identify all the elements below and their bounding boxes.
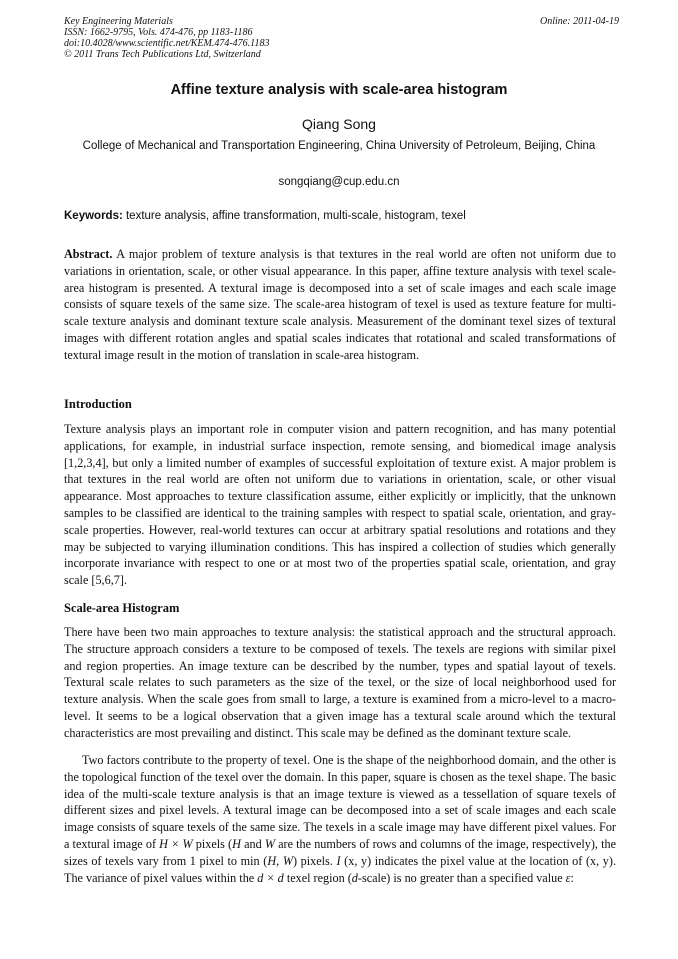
scale-area-heading: Scale-area Histogram — [64, 601, 180, 615]
math-h: H — [232, 836, 241, 851]
text-run: pixels ( — [192, 836, 233, 851]
text-run: Two factors contribute to the property of texel. One is the shape of the neighborhood domain, and the other is the topological function of the texel over the domain. In this paper, square is chosen as the texel shape. The basic idea of the multi-scale texture analysis is that an image texture is viewed as a tessellation of square texels of different sizes and pixel levels. A textural image can be decomposed into a set of scale images and each scale image consists of square texels of the same size. The texels in a scale image may have different pixel values. For a textural image of — [64, 753, 616, 851]
math-dd: d × d — [257, 870, 284, 885]
scale-area-paragraph-1: There have been two main approaches to texture analysis: the statistical approach and the structural approach. The structure approach considers a texture to be composed of texels. The texels are regions with similar pixel and region properties. An image texture can be described by the number, types and spatial layout of texels. Textural scale relates to such parameters as the size of the texel, or the size of local neighborhood used for texture analysis. When the scale goes from small to large, a texture is examined from a micro-level to a macro-level. It seems to be a logical observation that a given image has a textural scale around which the textural characteristics are most prevailing and distinct. This scale may be defined as the dominant texture scale. — [64, 625, 616, 740]
text-run: are the numbers of rows and columns of the image, respectively), the sizes of texels vary from 1 pixel to min ( — [64, 836, 616, 868]
scale-area-paragraph-2 — [64, 752, 616, 886]
math-w: W — [264, 836, 275, 851]
introduction-paragraph: Texture analysis plays an important role in computer vision and pattern recognition, and has many potential applications, for example, in industrial surface inspection, remote sensing, and biomedical image analysis [1,2,3,4], but only a limited number of examples of successful exploitation of texture exist. A major problem is that textures in the real world are often not uniform due to variations in orientation, scale, or other visual appearance. Most approaches to texture classification assume, either explicitly or implicitly, that the unknown samples to be classified are identical to the training samples with respect to spatial scale, orientation, and gray-scale properties. However, real-world textures can occur at arbitrary spatial resolutions and rotations and they may be subjected to varying illumination conditions. This has inspired a collection of studies which generally incorporate invariance with respect to one or at most two of the properties spatial scale, orientation, and gray scale [5,6,7]. — [64, 422, 616, 588]
math-hw: H × W — [159, 836, 193, 851]
online-date: Online: 2011-04-19 — [540, 16, 619, 27]
introduction-heading: Introduction — [64, 397, 132, 411]
math-i: I — [336, 853, 341, 868]
abstract-label: Abstract. — [64, 247, 113, 261]
journal-name: Key Engineering Materials — [64, 16, 173, 27]
text-run: : — [570, 870, 574, 885]
copyright-line: © 2011 Trans Tech Publications Ltd, Switzerland — [64, 49, 261, 60]
keywords-text: texture analysis, affine transformation, multi-scale, histogram, texel — [122, 210, 466, 222]
author-email: songqiang@cup.edu.cn — [278, 176, 400, 188]
text-run: -scale) is no greater than a specified value — [357, 870, 566, 885]
text-run: and — [240, 836, 265, 851]
text-run: (x, y) indicates the pixel value at the location of (x, y). The variance of pixel values within the — [64, 853, 616, 885]
author-name: Qiang Song — [302, 116, 376, 132]
text-run: ) pixels. — [292, 853, 337, 868]
doi-line: doi:10.4028/www.scientific.net/KEM.474-476.1183 — [64, 38, 270, 49]
keywords — [64, 210, 619, 222]
journal-header — [64, 16, 619, 60]
math-hw2: H, W — [267, 853, 293, 868]
paper-title: Affine texture analysis with scale-area histogram — [170, 82, 508, 98]
text-run: texel region ( — [283, 870, 352, 885]
abstract-text: A major problem of texture analysis is that textures in the real world are often not uniform due to variations in orientation, scale, or other visual appearance. In this paper, affine texture analysis with texel scale-area histogram is presented. A textural image is decomposed into a set of scale images and each scale image consists of square texels of the same size. The scale-area histogram of texel is used as texture feature for multi-scale texture analysis and dominant texture scale analysis. Measurement of the dominant texel sizes of textural images with different rotation angles and spatial scales indicates that rotational and scaled transformations of textural image result in the motion of translation in scale-area histogram. — [64, 247, 616, 362]
keywords-label: Keywords: — [64, 210, 123, 222]
affiliation: College of Mechanical and Transportation Engineering, China University of Petroleum, Beijing, China — [82, 140, 596, 152]
math-d: d — [351, 870, 358, 885]
issn-line: ISSN: 1662-9795, Vols. 474-476, pp 1183-1186 — [64, 27, 253, 38]
abstract — [64, 246, 616, 364]
math-epsilon: ε — [565, 870, 571, 885]
